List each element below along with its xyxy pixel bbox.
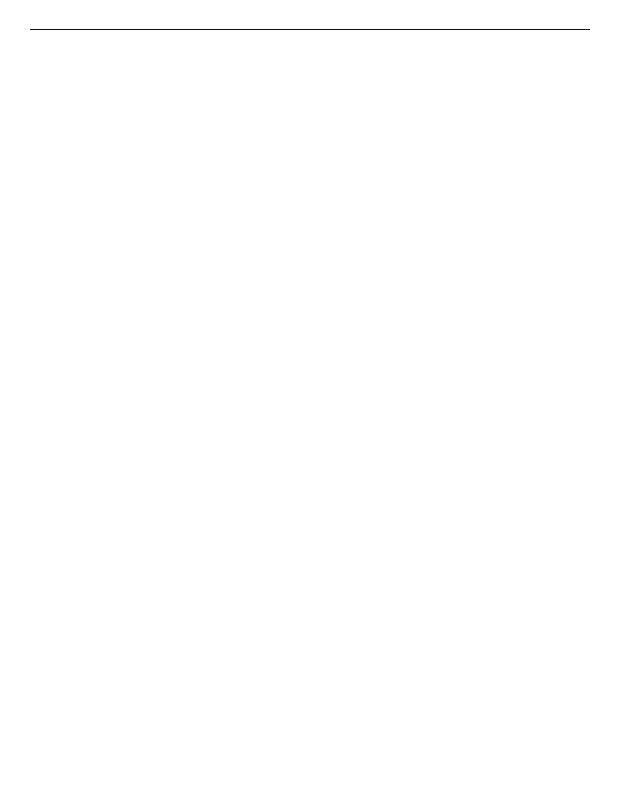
running-header: [30, 27, 590, 30]
left-column: [30, 70, 305, 82]
